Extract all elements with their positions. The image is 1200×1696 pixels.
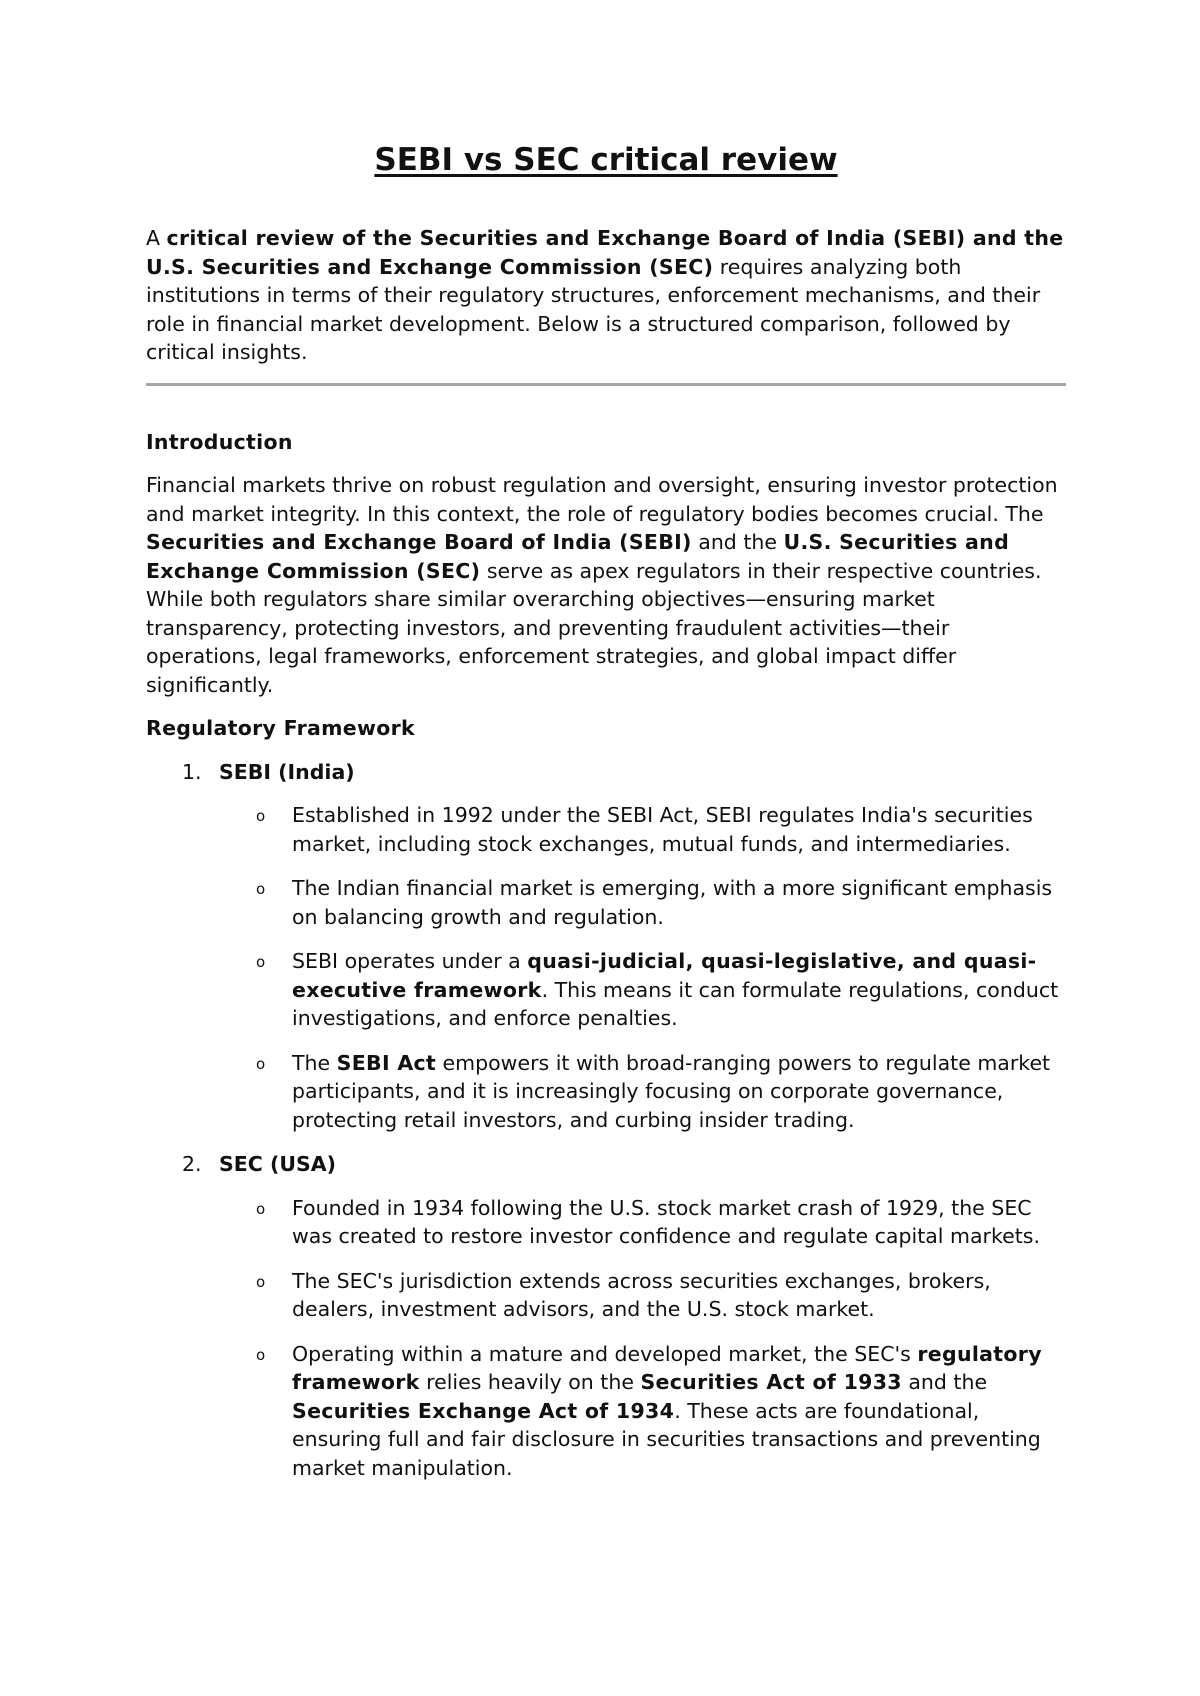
bullet-bold: quasi-judicial, quasi-legislative, and quasi-executive framework bbox=[292, 949, 1037, 1002]
bullet-text: Established in 1992 under the SEBI Act, SEBI regulates India's securities market, including stock exchanges, mutual funds, and intermediaries. bbox=[292, 803, 1033, 856]
bullet-text: and the bbox=[901, 1370, 988, 1394]
introduction-text-1: Financial markets thrive on robust regulation and oversight, ensuring investor protection and market integrity. In this context, the role of regulatory bodies becomes crucial. The bbox=[146, 473, 1058, 526]
section-heading-sebi bbox=[146, 758, 1066, 787]
bullet-bold: Securities Act of 1933 bbox=[640, 1370, 902, 1394]
intro-text-2: requires analyzing both institutions in terms of their regulatory structures, enforcement mechanisms, and their role in financial market development. Below is a structured comparison, followed by critical insights. bbox=[146, 254, 1041, 364]
bullet-marker: o bbox=[256, 1345, 266, 1364]
list-item bbox=[146, 947, 1066, 1033]
bullet-bold: SEBI Act bbox=[336, 1050, 437, 1075]
bullet-bold: Securities Exchange Act of 1934 bbox=[292, 1398, 675, 1423]
bullet-text: . This means it can formulate regulations, conduct investigations, and enforce penalties. bbox=[292, 977, 1059, 1030]
introduction-text-2: and the bbox=[691, 530, 784, 554]
section-label: SEBI (India) bbox=[219, 759, 355, 784]
bullet-text: relies heavily on the bbox=[419, 1370, 641, 1394]
introduction-bold-2: U.S. Securities and Exchange Commission (SEC) bbox=[146, 530, 1010, 583]
regulatory-framework-heading: Regulatory Framework bbox=[146, 716, 415, 740]
list-item bbox=[146, 874, 1066, 931]
section-number: 1. bbox=[182, 759, 202, 784]
intro-text-1: A bbox=[146, 226, 167, 250]
document-title: SEBI vs SEC critical review bbox=[374, 142, 838, 178]
bullet-text: SEBI operates under a bbox=[292, 949, 528, 973]
introduction-paragraph bbox=[146, 471, 1066, 699]
sec-bullet-list bbox=[146, 1194, 1066, 1483]
section-sebi bbox=[146, 758, 1066, 1135]
introduction-bold-1: Securities and Exchange Board of India (SEBI) bbox=[146, 530, 692, 554]
bullet-marker: o bbox=[256, 880, 266, 898]
bullet-marker: o bbox=[256, 807, 266, 825]
intro-paragraph bbox=[146, 224, 1066, 367]
bullet-text: The SEC's jurisdiction extends across securities exchanges, brokers, dealers, investment advisors, and the U.S. stock market. bbox=[292, 1268, 991, 1321]
introduction-heading: Introduction bbox=[146, 429, 293, 454]
intro-bold-1: critical review of the Securities and Exchange Board of India (SEBI) and the U.S. Securities and Exchange Commission (SEC) bbox=[146, 226, 1064, 279]
bullet-text: empowers it with broad-ranging powers to regulate market participants, and it is increasingly focusing on corporate governance, protecting retail investors, and curbing insider trading. bbox=[292, 1050, 1051, 1132]
list-item bbox=[146, 1194, 1066, 1251]
bullet-marker: o bbox=[256, 1199, 266, 1218]
bullet-text: The Indian financial market is emerging, with a more significant emphasis on balancing growth and regulation. bbox=[292, 876, 1053, 929]
section-sec bbox=[146, 1150, 1066, 1482]
bullet-text: Operating within a mature and developed market, the SEC's bbox=[292, 1341, 918, 1366]
bullet-marker: o bbox=[256, 1054, 266, 1073]
horizontal-rule bbox=[146, 383, 1066, 386]
bullet-bold: regulatory framework bbox=[292, 1341, 1042, 1394]
list-item bbox=[146, 1049, 1066, 1135]
section-label: SEC (USA) bbox=[219, 1152, 336, 1176]
document-page bbox=[146, 140, 1066, 1498]
bullet-marker: o bbox=[256, 1272, 266, 1291]
section-heading-sec bbox=[146, 1150, 1066, 1179]
bullet-text: The bbox=[292, 1050, 337, 1075]
section-number: 2. bbox=[182, 1152, 202, 1176]
introduction-text-3: serve as apex regulators in their respective countries. While both regulators share similar overarching objectives—ensuring market transparency, protecting investors, and preventing fraudulent activities—their operations, legal frameworks, enforcement strategies, and global impact differ significantly. bbox=[146, 558, 1042, 697]
list-item bbox=[146, 1340, 1066, 1483]
list-item bbox=[146, 1267, 1066, 1324]
bullet-text: . These acts are foundational, ensuring full and fair disclosure in securities transactions and preventing market manipulation. bbox=[292, 1398, 1041, 1480]
sebi-bullet-list bbox=[146, 801, 1066, 1134]
regulatory-framework-list bbox=[146, 758, 1066, 1483]
bullet-marker: o bbox=[256, 953, 266, 971]
bullet-text: Founded in 1934 following the U.S. stock market crash of 1929, the SEC was created to restore investor confidence and regulate capital markets. bbox=[292, 1195, 1040, 1248]
list-item bbox=[146, 801, 1066, 858]
